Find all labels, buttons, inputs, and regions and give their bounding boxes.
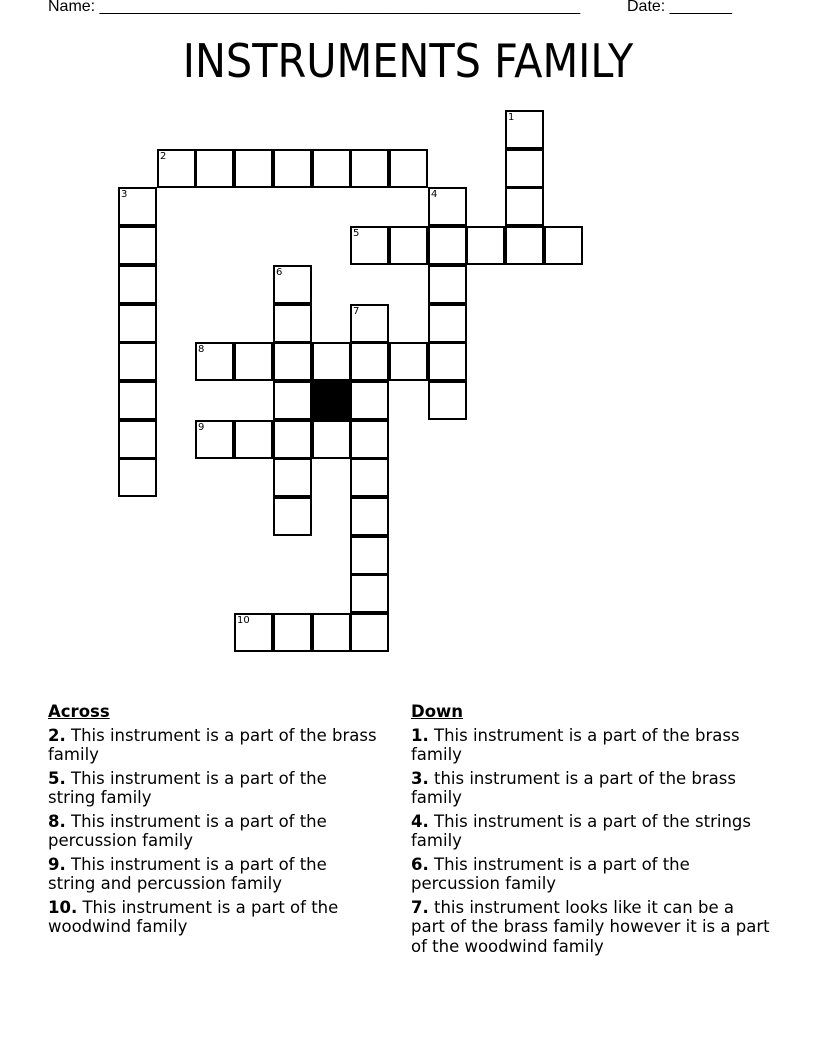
crossword-cell[interactable] bbox=[389, 342, 428, 381]
crossword-block-cell bbox=[312, 381, 351, 420]
crossword-cell[interactable] bbox=[234, 342, 273, 381]
clue-text: this instrument looks like it can be a part of the brass family however it is a part of the woodwind family bbox=[411, 897, 770, 956]
crossword-cell[interactable] bbox=[350, 420, 389, 459]
crossword-cell[interactable] bbox=[505, 110, 544, 149]
crossword-cell[interactable] bbox=[195, 149, 234, 188]
clue-down-3 bbox=[411, 769, 771, 808]
clue-down-1 bbox=[411, 726, 771, 765]
crossword-cell[interactable] bbox=[350, 613, 389, 652]
clue-across-2 bbox=[48, 726, 378, 765]
clue-text: This instrument is a part of the brass family bbox=[411, 725, 740, 764]
crossword-cell[interactable] bbox=[466, 226, 505, 265]
clue-across-5 bbox=[48, 769, 378, 808]
date-field-label[interactable]: Date: _______ bbox=[627, 0, 732, 15]
clue-number: 10. bbox=[48, 897, 78, 917]
crossword-cell[interactable] bbox=[273, 265, 312, 304]
crossword-cell[interactable] bbox=[505, 187, 544, 226]
page-title: INSTRUMENTS FAMILY bbox=[182, 34, 634, 88]
crossword-cell[interactable] bbox=[195, 420, 234, 459]
crossword-cell[interactable] bbox=[505, 226, 544, 265]
crossword-cell[interactable] bbox=[350, 497, 389, 536]
crossword-cell[interactable] bbox=[312, 342, 351, 381]
crossword-cell[interactable] bbox=[350, 304, 389, 343]
crossword-cell[interactable] bbox=[428, 226, 467, 265]
cell-number: 2 bbox=[160, 151, 167, 162]
down-clues bbox=[411, 702, 771, 960]
clue-number: 9. bbox=[48, 854, 66, 874]
clue-down-4 bbox=[411, 812, 771, 851]
clue-text: This instrument is a part of the percussion family bbox=[411, 854, 690, 893]
clue-text: This instrument is a part of the woodwind family bbox=[48, 897, 339, 936]
clue-text: this instrument is a part of the brass family bbox=[411, 768, 736, 807]
cell-number: 6 bbox=[276, 267, 283, 278]
clue-number: 4. bbox=[411, 811, 429, 831]
cell-number: 5 bbox=[353, 228, 360, 239]
crossword-cell[interactable] bbox=[312, 613, 351, 652]
clue-number: 8. bbox=[48, 811, 66, 831]
crossword-cell[interactable] bbox=[428, 304, 467, 343]
crossword-cell[interactable] bbox=[350, 149, 389, 188]
cell-number: 10 bbox=[237, 615, 250, 626]
cell-number: 1 bbox=[508, 112, 515, 123]
crossword-cell[interactable] bbox=[312, 420, 351, 459]
crossword-cell[interactable] bbox=[312, 149, 351, 188]
crossword-cell[interactable] bbox=[157, 149, 196, 188]
clue-down-7 bbox=[411, 898, 771, 957]
crossword-cell[interactable] bbox=[118, 187, 157, 226]
crossword-cell[interactable] bbox=[118, 226, 157, 265]
across-heading: Across bbox=[48, 702, 110, 721]
cell-number: 3 bbox=[121, 189, 128, 200]
crossword-cell[interactable] bbox=[350, 381, 389, 420]
clue-number: 1. bbox=[411, 725, 429, 745]
crossword-cell[interactable] bbox=[350, 536, 389, 575]
crossword-cell[interactable] bbox=[273, 420, 312, 459]
crossword-cell[interactable] bbox=[273, 304, 312, 343]
crossword-cell[interactable] bbox=[118, 381, 157, 420]
crossword-cell[interactable] bbox=[273, 613, 312, 652]
cell-number: 7 bbox=[353, 306, 360, 317]
clue-across-10 bbox=[48, 898, 378, 937]
clue-number: 2. bbox=[48, 725, 66, 745]
crossword-cell[interactable] bbox=[350, 342, 389, 381]
name-field-label[interactable]: Name: ______________________________________________________ bbox=[48, 0, 581, 15]
down-heading: Down bbox=[411, 702, 464, 721]
cell-number: 4 bbox=[431, 189, 438, 200]
clue-text: This instrument is a part of the string and percussion family bbox=[48, 854, 327, 893]
cell-number: 9 bbox=[198, 422, 205, 433]
crossword-cell[interactable] bbox=[544, 226, 583, 265]
crossword-cell[interactable] bbox=[273, 458, 312, 497]
clue-text: This instrument is a part of the string family bbox=[48, 768, 327, 807]
clue-down-6 bbox=[411, 855, 771, 894]
crossword-cell[interactable] bbox=[273, 342, 312, 381]
crossword-cell[interactable] bbox=[389, 226, 428, 265]
crossword-cell[interactable] bbox=[428, 381, 467, 420]
crossword-cell[interactable] bbox=[428, 265, 467, 304]
crossword-cell[interactable] bbox=[428, 342, 467, 381]
clue-text: This instrument is a part of the percussion family bbox=[48, 811, 327, 850]
crossword-cell[interactable] bbox=[350, 574, 389, 613]
crossword-cell[interactable] bbox=[389, 149, 428, 188]
clue-number: 7. bbox=[411, 897, 429, 917]
crossword-cell[interactable] bbox=[118, 458, 157, 497]
crossword-cell[interactable] bbox=[234, 420, 273, 459]
crossword-cell[interactable] bbox=[350, 458, 389, 497]
crossword-cell[interactable] bbox=[195, 342, 234, 381]
crossword-cell[interactable] bbox=[428, 187, 467, 226]
crossword-cell[interactable] bbox=[273, 149, 312, 188]
clue-across-9 bbox=[48, 855, 378, 894]
clue-number: 6. bbox=[411, 854, 429, 874]
clue-text: This instrument is a part of the strings family bbox=[411, 811, 751, 850]
clue-number: 3. bbox=[411, 768, 429, 788]
clue-number: 5. bbox=[48, 768, 66, 788]
crossword-cell[interactable] bbox=[505, 149, 544, 188]
crossword-cell[interactable] bbox=[273, 381, 312, 420]
clue-text: This instrument is a part of the brass family bbox=[48, 725, 377, 764]
crossword-cell[interactable] bbox=[118, 304, 157, 343]
crossword-cell[interactable] bbox=[234, 149, 273, 188]
crossword-cell[interactable] bbox=[350, 226, 389, 265]
crossword-cell[interactable] bbox=[118, 342, 157, 381]
crossword-cell[interactable] bbox=[234, 613, 273, 652]
crossword-cell[interactable] bbox=[118, 420, 157, 459]
cell-number: 8 bbox=[198, 344, 205, 355]
clue-across-8 bbox=[48, 812, 378, 851]
crossword-cell[interactable] bbox=[273, 497, 312, 536]
across-clues bbox=[48, 702, 378, 941]
crossword-cell[interactable] bbox=[118, 265, 157, 304]
